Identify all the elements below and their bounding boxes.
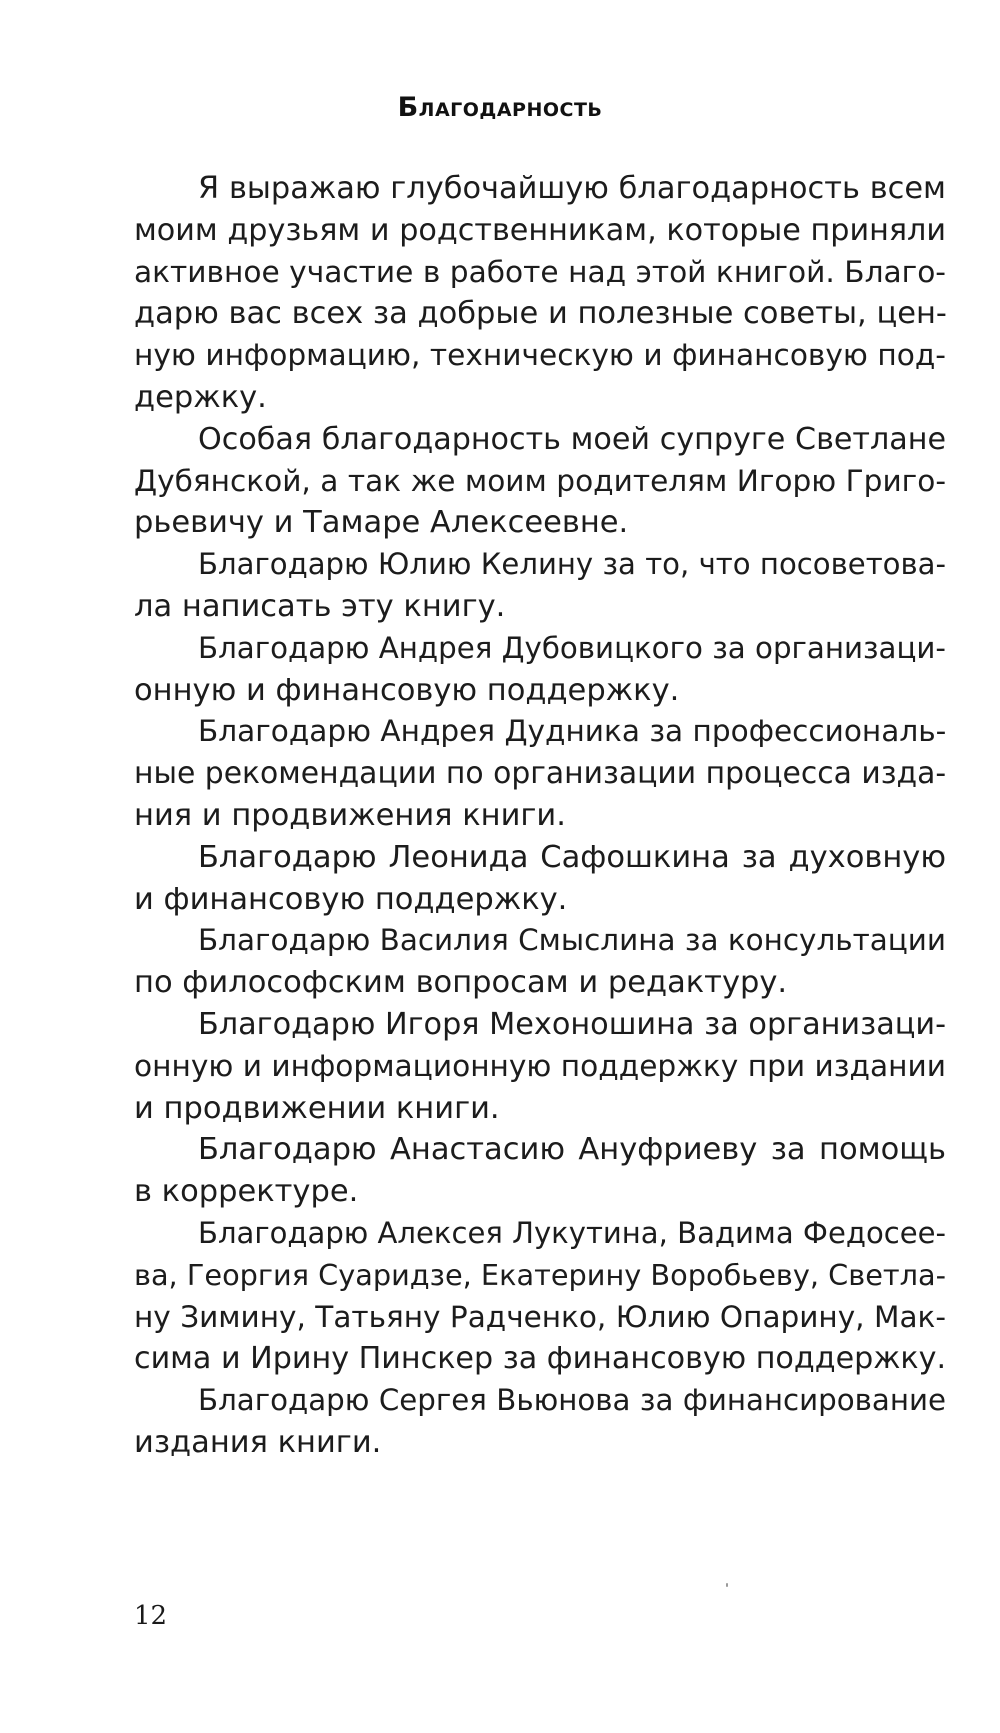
paper-speck: [726, 1583, 728, 1587]
text-line: онную и финансовую поддержку.: [134, 672, 680, 708]
text-line: держку.: [134, 379, 267, 415]
text-line: и продвижении книги.: [134, 1090, 500, 1126]
page-heading: Благодарность: [397, 92, 603, 123]
text-line: ла написать эту книгу.: [134, 588, 506, 624]
text-line: Благодарю Анастасию Ануфриеву за помощь: [198, 1132, 946, 1168]
text-line: Благодарю Алексея Лукутина, Вадима Федосее-: [198, 1215, 946, 1250]
text-line: Благодарю Василия Смыслина за консультации: [198, 923, 947, 958]
text-line: издания книги.: [134, 1424, 382, 1460]
text-line: и финансовую поддержку.: [134, 881, 568, 917]
text-line: Благодарю Леонида Сафошкина за духовную: [198, 839, 946, 875]
text-line: Благодарю Игоря Мехоношина за организаци-: [198, 1006, 946, 1042]
text-line: Дубянской, а так же моим родителям Игорю Григо-: [134, 463, 946, 498]
text-line: Особая благодарность моей супруге Светлане: [198, 421, 946, 457]
text-line: ния и продвижения книги.: [134, 797, 566, 833]
text-line: Благодарю Андрея Дудника за профессиональ-: [198, 714, 947, 749]
text-line: Благодарю Андрея Дубовицкого за организаци-: [198, 630, 946, 665]
text-line: Благодарю Сергея Вьюнова за финансирование: [198, 1383, 946, 1418]
text-line: рьевичу и Тамаре Алексеевне.: [134, 505, 629, 541]
text-line: онную и информационную поддержку при издании: [134, 1048, 946, 1083]
text-line: ва, Георгия Суаридзе, Екатерину Воробьеву, Светла-: [134, 1257, 946, 1292]
text-line: по философским вопросам и редактуру.: [134, 965, 788, 1001]
acknowledgements-text: [134, 168, 946, 1464]
text-line: моим друзьям и родственникам, которые приняли: [134, 212, 946, 248]
text-line: активное участие в работе над этой книгой. Благо-: [134, 254, 946, 289]
text-line: Благодарю Юлию Келину за то, что посоветова-: [198, 547, 946, 582]
text-line: дарю вас всех за добрые и полезные советы, цен-: [134, 296, 947, 332]
text-line: ну Зимину, Татьяну Радченко, Юлию Опарину, Мак-: [134, 1299, 946, 1334]
text-line: ные рекомендации по организации процесса изда-: [134, 756, 947, 792]
text-line: в корректуре.: [134, 1174, 359, 1210]
text-line: ную информацию, техническую и финансовую под-: [134, 338, 946, 373]
page-number: 12: [134, 1601, 168, 1631]
text-line: Я выражаю глубочайшую благодарность всем: [198, 171, 946, 206]
text-line: сима и Ирину Пинскер за финансовую поддержку.: [134, 1341, 947, 1377]
